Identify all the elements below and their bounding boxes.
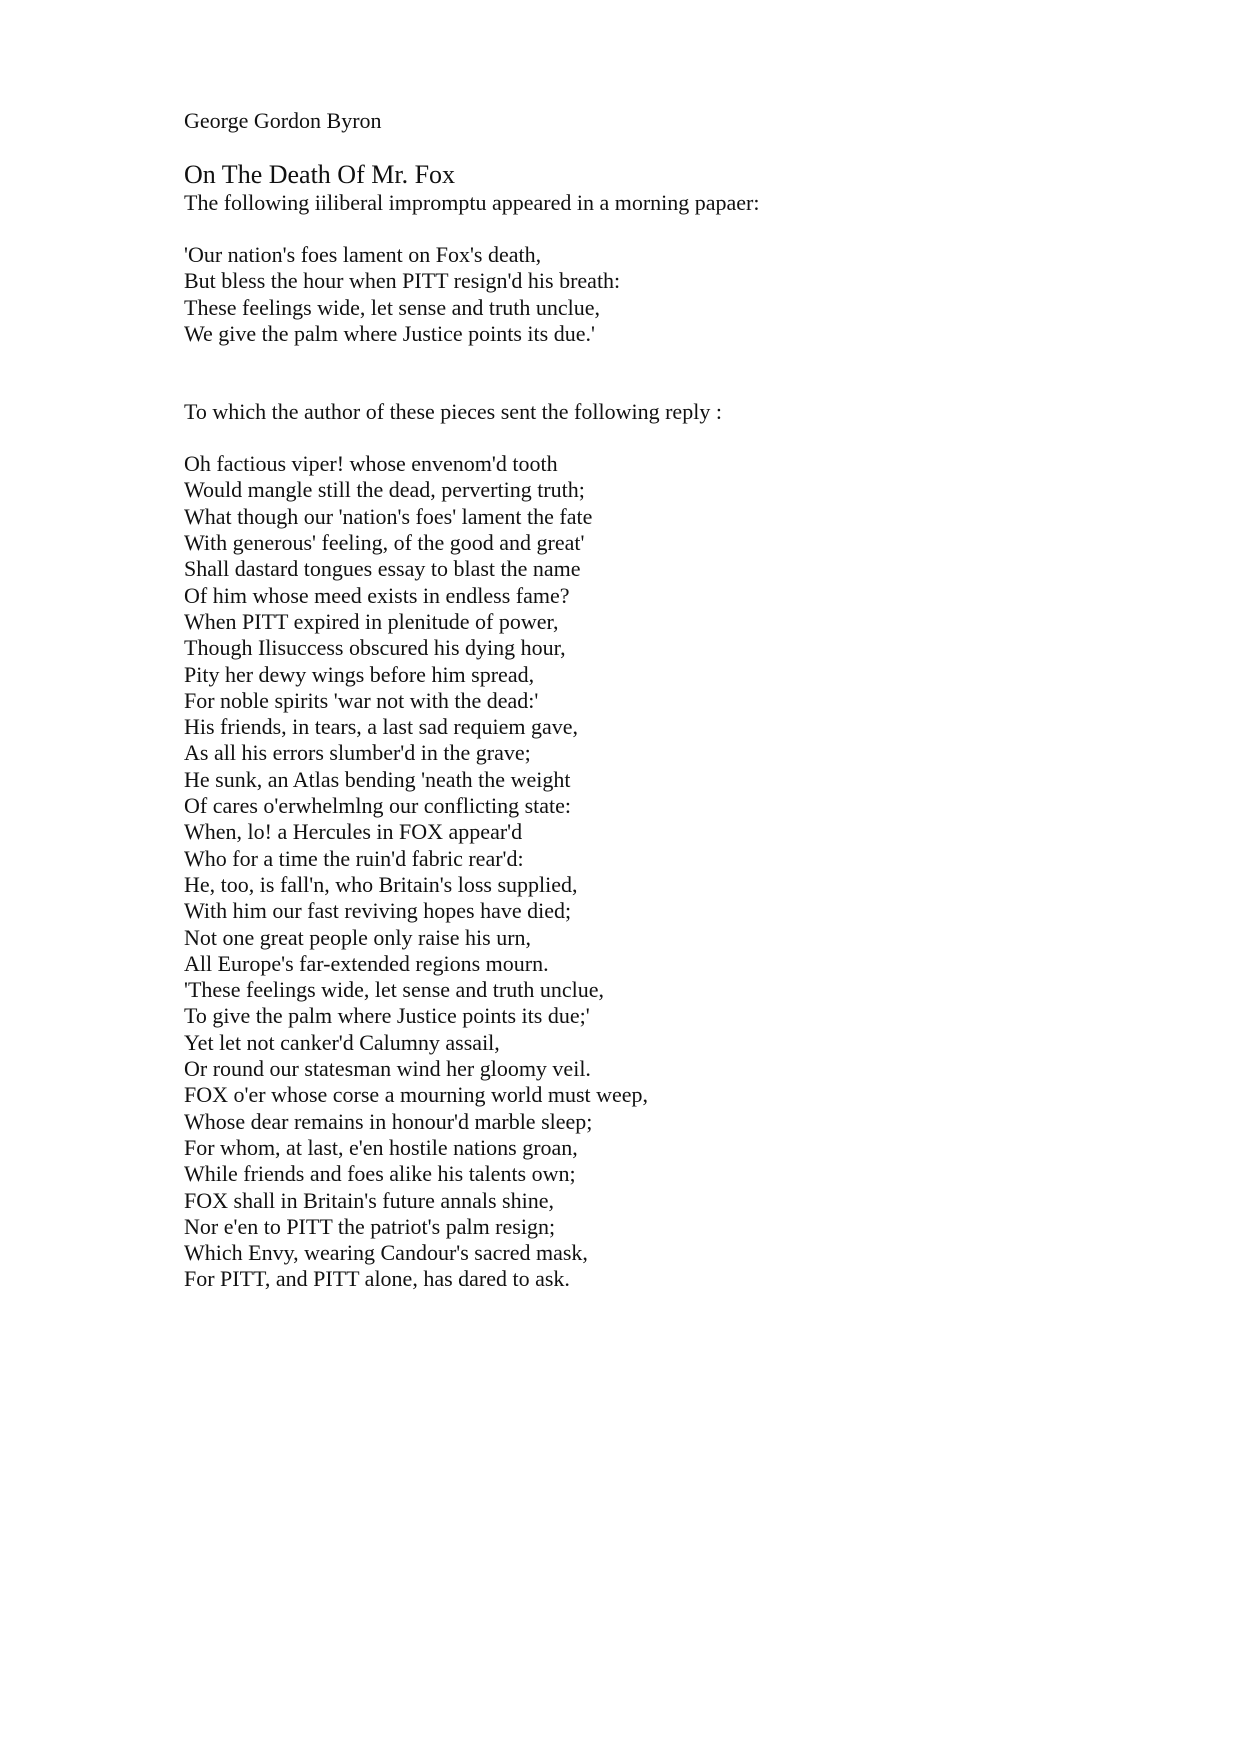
quoted-line: We give the palm where Justice points its due.': [184, 320, 595, 346]
quoted-line: But bless the hour when PITT resign'd his breath:: [184, 268, 621, 294]
quoted-line: 'Our nation's foes lament on Fox's death,: [184, 242, 542, 267]
poem-line: Of cares o'erwhelmlng our conflicting state:: [184, 793, 571, 819]
poem-line: With generous' feeling, of the good and great': [184, 530, 585, 556]
poem-line: Nor e'en to PITT the patriot's palm resign;: [184, 1213, 556, 1239]
poem-line: Or round our statesman wind her gloomy veil.: [184, 1056, 591, 1082]
poem-line: When, lo! a Hercules in FOX appear'd: [184, 819, 523, 845]
poem-line: To give the palm where Justice points its due;': [184, 1003, 590, 1029]
reply-poem: [184, 451, 1184, 1293]
poem-line: Pity her dewy wings before him spread,: [184, 661, 535, 687]
poem-line: 'These feelings wide, let sense and truth unclue,: [184, 977, 604, 1003]
document-page: [184, 108, 1184, 1293]
poem-line: For noble spirits 'war not with the dead:': [184, 687, 539, 713]
poem-line: Shall dastard tongues essay to blast the name: [184, 556, 581, 582]
author-name: George Gordon Byron: [184, 108, 382, 133]
poem-line: Which Envy, wearing Candour's sacred mask,: [184, 1240, 588, 1266]
poem-line: Of him whose meed exists in endless fame?: [184, 582, 570, 608]
poem-line: Though Ilisuccess obscured his dying hour,: [184, 635, 566, 661]
poem-line: Whose dear remains in honour'd marble sleep;: [184, 1108, 593, 1134]
poem-line: Who for a time the ruin'd fabric rear'd:: [184, 845, 524, 871]
quoted-impromptu: [184, 242, 1184, 347]
poem-line: Not one great people only raise his urn,: [184, 924, 532, 950]
poem-line: For PITT, and PITT alone, has dared to ask.: [184, 1266, 570, 1292]
poem-line: Yet let not canker'd Calumny assail,: [184, 1029, 500, 1055]
poem-line: FOX shall in Britain's future annals shine,: [184, 1187, 554, 1213]
poem-line: His friends, in tears, a last sad requiem gave,: [184, 714, 579, 740]
poem-line: With him our fast reviving hopes have died;: [184, 898, 572, 924]
poem-line: For whom, at last, e'en hostile nations groan,: [184, 1134, 578, 1160]
poem-line: He, too, is fall'n, who Britain's loss supplied,: [184, 871, 578, 897]
poem-line: While friends and foes alike his talents own;: [184, 1161, 576, 1187]
quoted-line: These feelings wide, let sense and truth unclue,: [184, 294, 601, 320]
reply-intro-text: To which the author of these pieces sent the following reply :: [184, 399, 722, 425]
poem-line: Would mangle still the dead, perverting truth;: [184, 477, 585, 503]
poem-line: As all his errors slumber'd in the grave;: [184, 740, 531, 766]
poem-line: All Europe's far-extended regions mourn.: [184, 950, 549, 976]
poem-line: Oh factious viper! whose envenom'd tooth: [184, 451, 558, 477]
poem-line: What though our 'nation's foes' lament the fate: [184, 503, 593, 529]
poem-title: On The Death Of Mr. Fox: [184, 160, 456, 189]
poem-line: He sunk, an Atlas bending 'neath the weight: [184, 766, 571, 792]
poem-line: FOX o'er whose corse a mourning world must weep,: [184, 1082, 649, 1108]
intro-text: The following iiliberal impromptu appeared in a morning papaer:: [184, 190, 760, 215]
poem-line: When PITT expired in plenitude of power,: [184, 608, 559, 634]
